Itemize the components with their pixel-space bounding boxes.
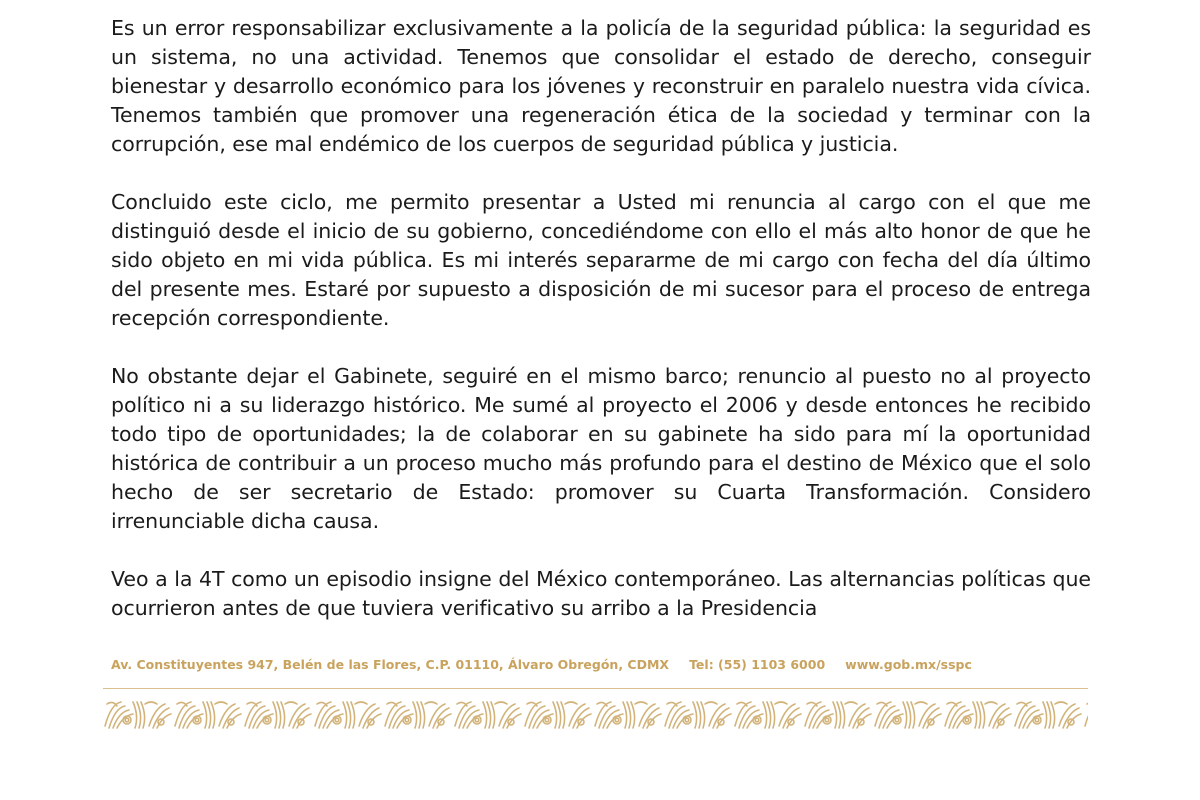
- footer-address: Av. Constituyentes 947, Belén de las Flores, C.P. 01110, Álvaro Obregón, CDMX: [111, 657, 670, 672]
- footer-divider: [103, 688, 1088, 689]
- footer-website: www.gob.mx/sspc: [845, 657, 972, 672]
- paragraph-2: Concluido este ciclo, me permito presentar a Usted mi renuncia al cargo con el que me distinguió desde el inicio de su gobierno, concediéndome con ello el más alto honor de que he sido objeto en mi vida pública. Es mi interés separarme de mi cargo con fecha del día último del presente mes. Estaré por supuesto a disposición de mi sucesor para el proceso de entrega recepción correspondiente.: [111, 190, 1091, 330]
- paragraph-3: No obstante dejar el Gabinete, seguiré en el mismo barco; renuncio al puesto no al proyecto político ni a su liderazgo histórico. Me sumé al proyecto el 2006 y desde entonces he recibido todo tipo de oportunidades; la de colaborar en su gabinete ha sido para mí la oportunidad histórica de contribuir a un proceso mucho más profundo para el destino de México que el solo hecho de ser secretario de Estado: promover su Cuarta Transformación. Considero irrenunciable dicha causa.: [111, 364, 1091, 533]
- decorative-pattern-icon: [103, 698, 1088, 730]
- footer-phone: Tel: (55) 1103 6000: [689, 657, 826, 672]
- ornament-svg: [103, 698, 1088, 730]
- paragraph-1: Es un error responsabilizar exclusivamente a la policía de la seguridad pública: la seguridad es un sistema, no una actividad. Tenemos que consolidar el estado de derecho, conseguir bienestar y desarrollo económico para los jóvenes y reconstruir en paralelo nuestra vida cívica. Tenemos también que promover una regeneración ética de la sociedad y terminar con la corrupción, ese mal endémico de los cuerpos de seguridad pública y justicia.: [111, 16, 1091, 156]
- paragraph-4: Veo a la 4T como un episodio insigne del México contemporáneo. Las alternancias políticas que ocurrieron antes de que tuviera verificativo su arribo a la Presidencia: [111, 567, 1091, 620]
- letter-body: [111, 14, 1091, 623]
- footer-contact-line: [111, 657, 972, 672]
